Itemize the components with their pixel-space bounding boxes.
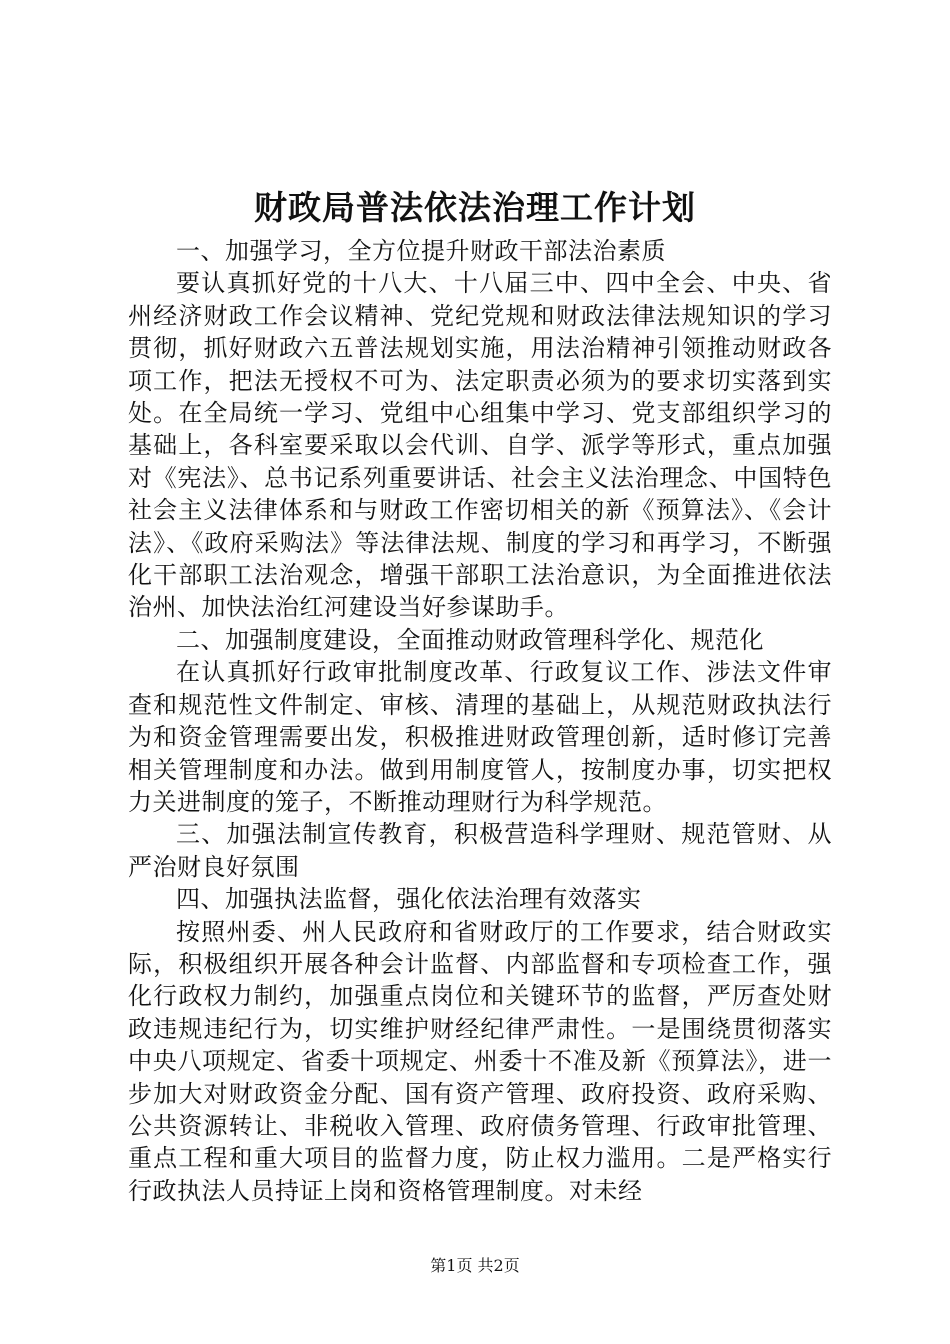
- section-heading-4: 四、加强执法监督，强化依法治理有效落实: [176, 885, 642, 914]
- document-body: [128, 235, 832, 1207]
- section-heading-2: 二、加强制度建设，全面推动财政管理科学化、规范化: [176, 625, 764, 654]
- section-heading-3: 三、加强法制宣传教育，积极营造科学理财、规范管财、从严治财良好氛围: [128, 820, 832, 881]
- page-footer: 第1页 共2页: [430, 1256, 520, 1275]
- page-title: 财政局普法依法治理工作计划: [254, 188, 696, 227]
- section-heading-1: 一、加强学习，全方位提升财政干部法治素质: [176, 237, 666, 265]
- paragraph-4: 按照州委、州人民政府和省财政厅的工作要求，结合财政实际，积极组织开展各种会计监督、内部监督和专项检查工作，强化行政权力制约，加强重点岗位和关键环节的监督，严厉查处财政违规违纪行为，切实维护财经纪律严肃性。一是围绕贯彻落实中央八项规定、省委十项规定、州委十不准及新《预算法》，进一步加大对财政资金分配、国有资产管理、政府投资、政府采购、公共资源转让、非税收入管理、政府债务管理、行政审批管理、重点工程和重大项目的监督力度，防止权力滥用。二是严格实行行政执法人员持证上岗和资格管理制度。对未经: [128, 917, 832, 1205]
- paragraph-2: 在认真抓好行政审批制度改革、行政复议工作、涉法文件审查和规范性文件制定、审核、清理的基础上，从规范财政执法行为和资金管理需要出发，积极推进财政管理创新，适时修订完善相关管理制度和办法。做到用制度管人，按制度办事，切实把权力关进制度的笼子，不断推动理财行为科学规范。: [128, 658, 832, 816]
- paragraph-1: 要认真抓好党的十八大、十八届三中、四中全会、中央、省州经济财政工作会议精神、党纪党规和财政法律法规知识的学习贯彻，抓好财政六五普法规划实施，用法治精神引领推动财政各项工作，把法无授权不可为、法定职责必须为的要求切实落到实处。在全局统一学习、党组中心组集中学习、党支部组织学习的基础上，各科室要采取以会代训、自学、派学等形式，重点加强对《宪法》、总书记系列重要讲话、社会主义法治理念、中国特色社会主义法律体系和与财政工作密切相关的新《预算法》、《会计法》、《政府采购法》等法律法规、制度的学习和再学习，不断强化干部职工法治观念，增强干部职工法治意识，为全面推进依法治州、加快法治红河建设当好参谋助手。: [128, 269, 832, 622]
